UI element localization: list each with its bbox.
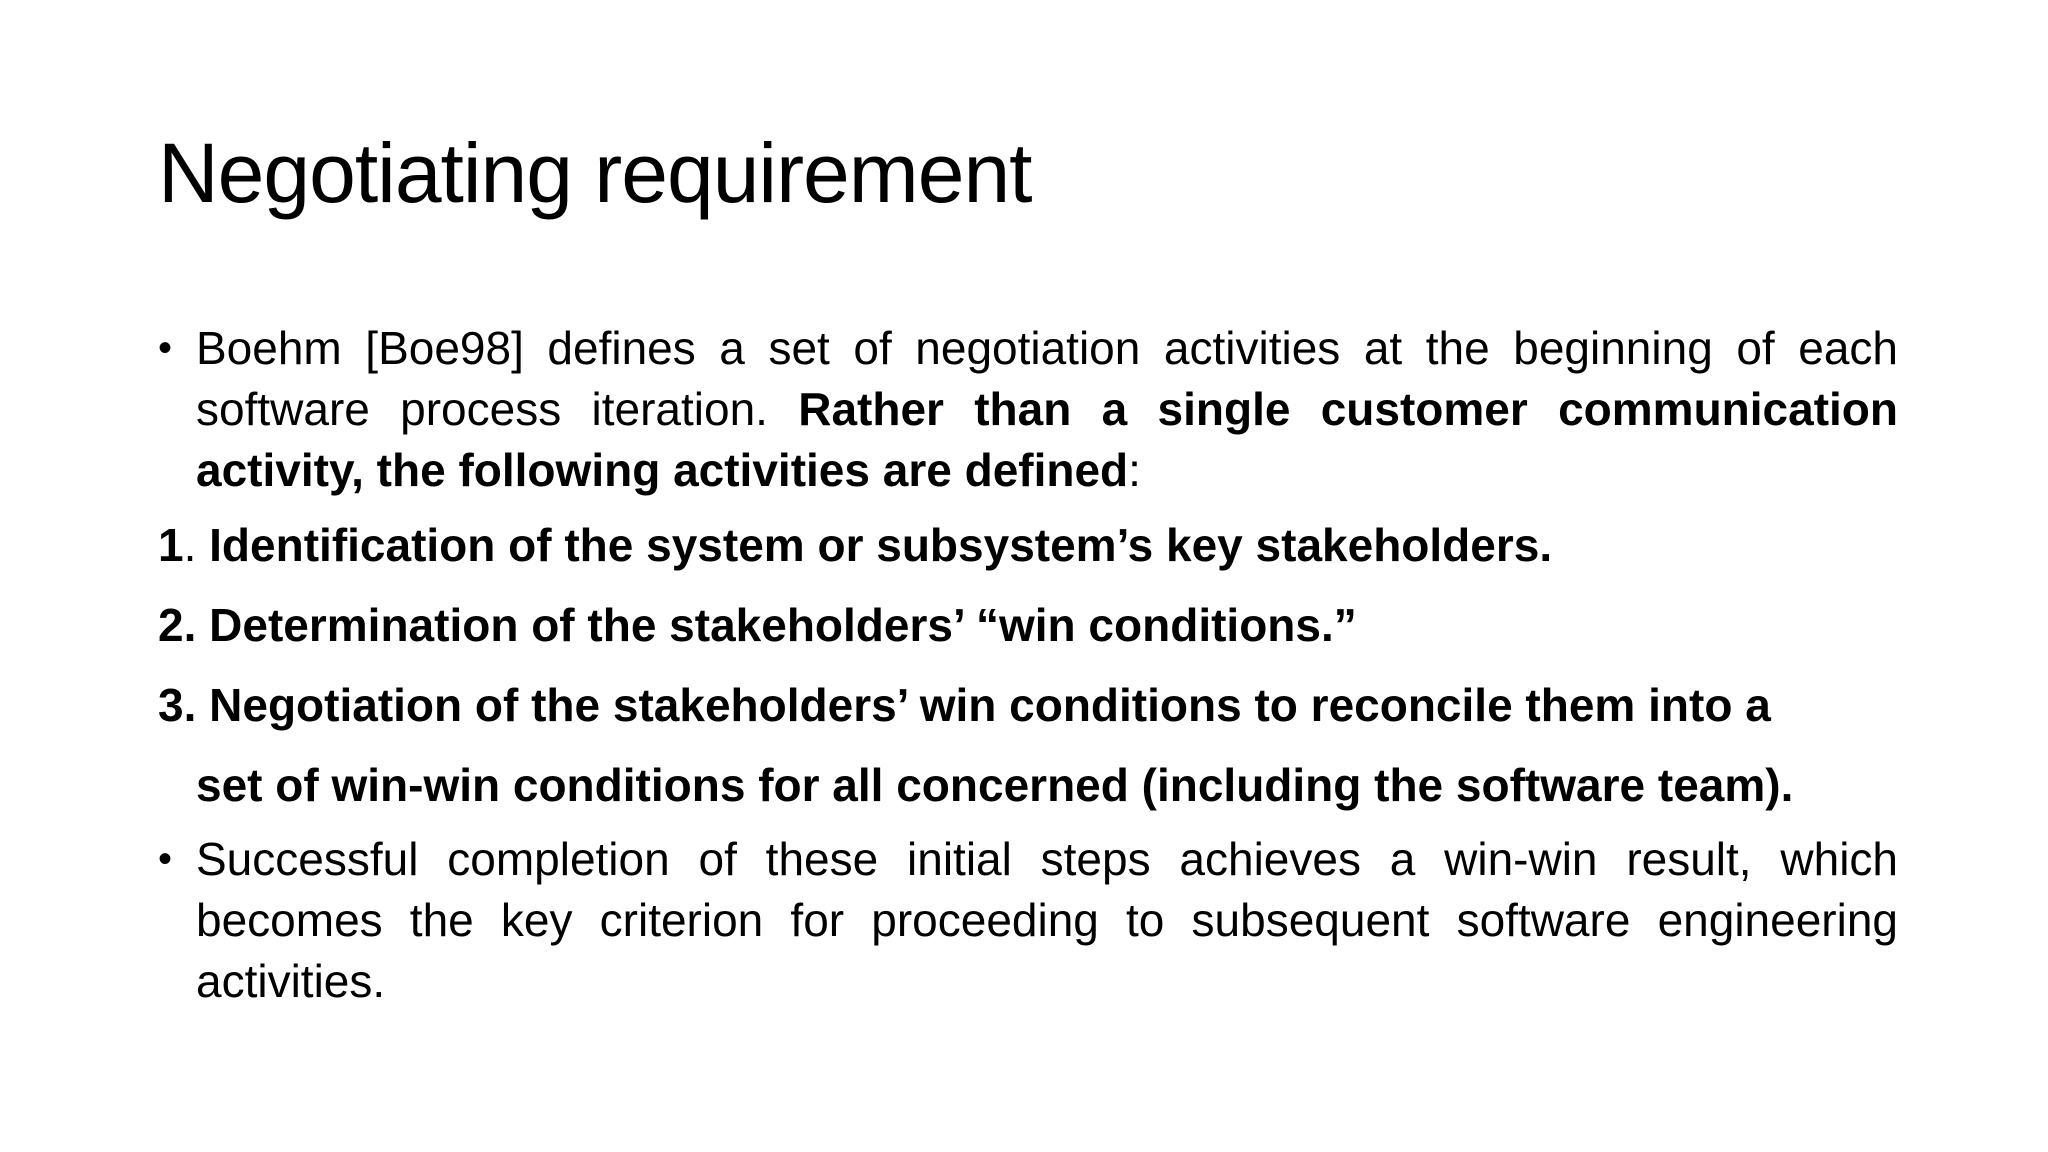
bullet-dot-icon: •: [158, 326, 173, 370]
bullet-tail-text: :: [1128, 444, 1141, 496]
slide-title: Negotiating requirement: [158, 126, 1032, 220]
item-number: 2: [158, 599, 184, 651]
item-text: Identification of the system or subsystem’s key stakeholders.: [196, 519, 1553, 571]
bullet-successful-completion: [158, 829, 1898, 1012]
bullet-dot-icon: •: [158, 837, 173, 881]
item-number: 1: [158, 519, 184, 571]
bullet-bold-text: Rather than a single customer communication activity, the following activities are defined: [196, 383, 1899, 496]
bullet-plain-text: Boehm [Boe98] defines a set of negotiation activities at the beginning of each software process iteration.: [196, 322, 1898, 435]
item-text: Negotiation of the stakeholders’ win conditions to reconcile them into a: [196, 679, 1771, 731]
item-separator: .: [183, 599, 197, 651]
numbered-item-1: [158, 505, 1898, 585]
bullet-boehm: [158, 318, 1898, 501]
item-separator: .: [183, 679, 197, 731]
bullet-text: Successful completion of these initial steps achieves a win-win result, which becomes the key criterion for proceeding to subsequent software engineering activities.: [196, 833, 1898, 1007]
slide-body: [158, 318, 1898, 1012]
item-text: Determination of the stakeholders’ “win conditions.”: [196, 599, 1357, 651]
numbered-item-3: [158, 665, 1898, 745]
item-number: 3: [158, 679, 184, 731]
bullet-text: [196, 318, 1898, 501]
item-separator: .: [183, 519, 197, 571]
numbered-item-3-continuation: set of win-win conditions for all concerned (including the software team).: [196, 759, 1794, 811]
numbered-item-2: [158, 585, 1898, 665]
